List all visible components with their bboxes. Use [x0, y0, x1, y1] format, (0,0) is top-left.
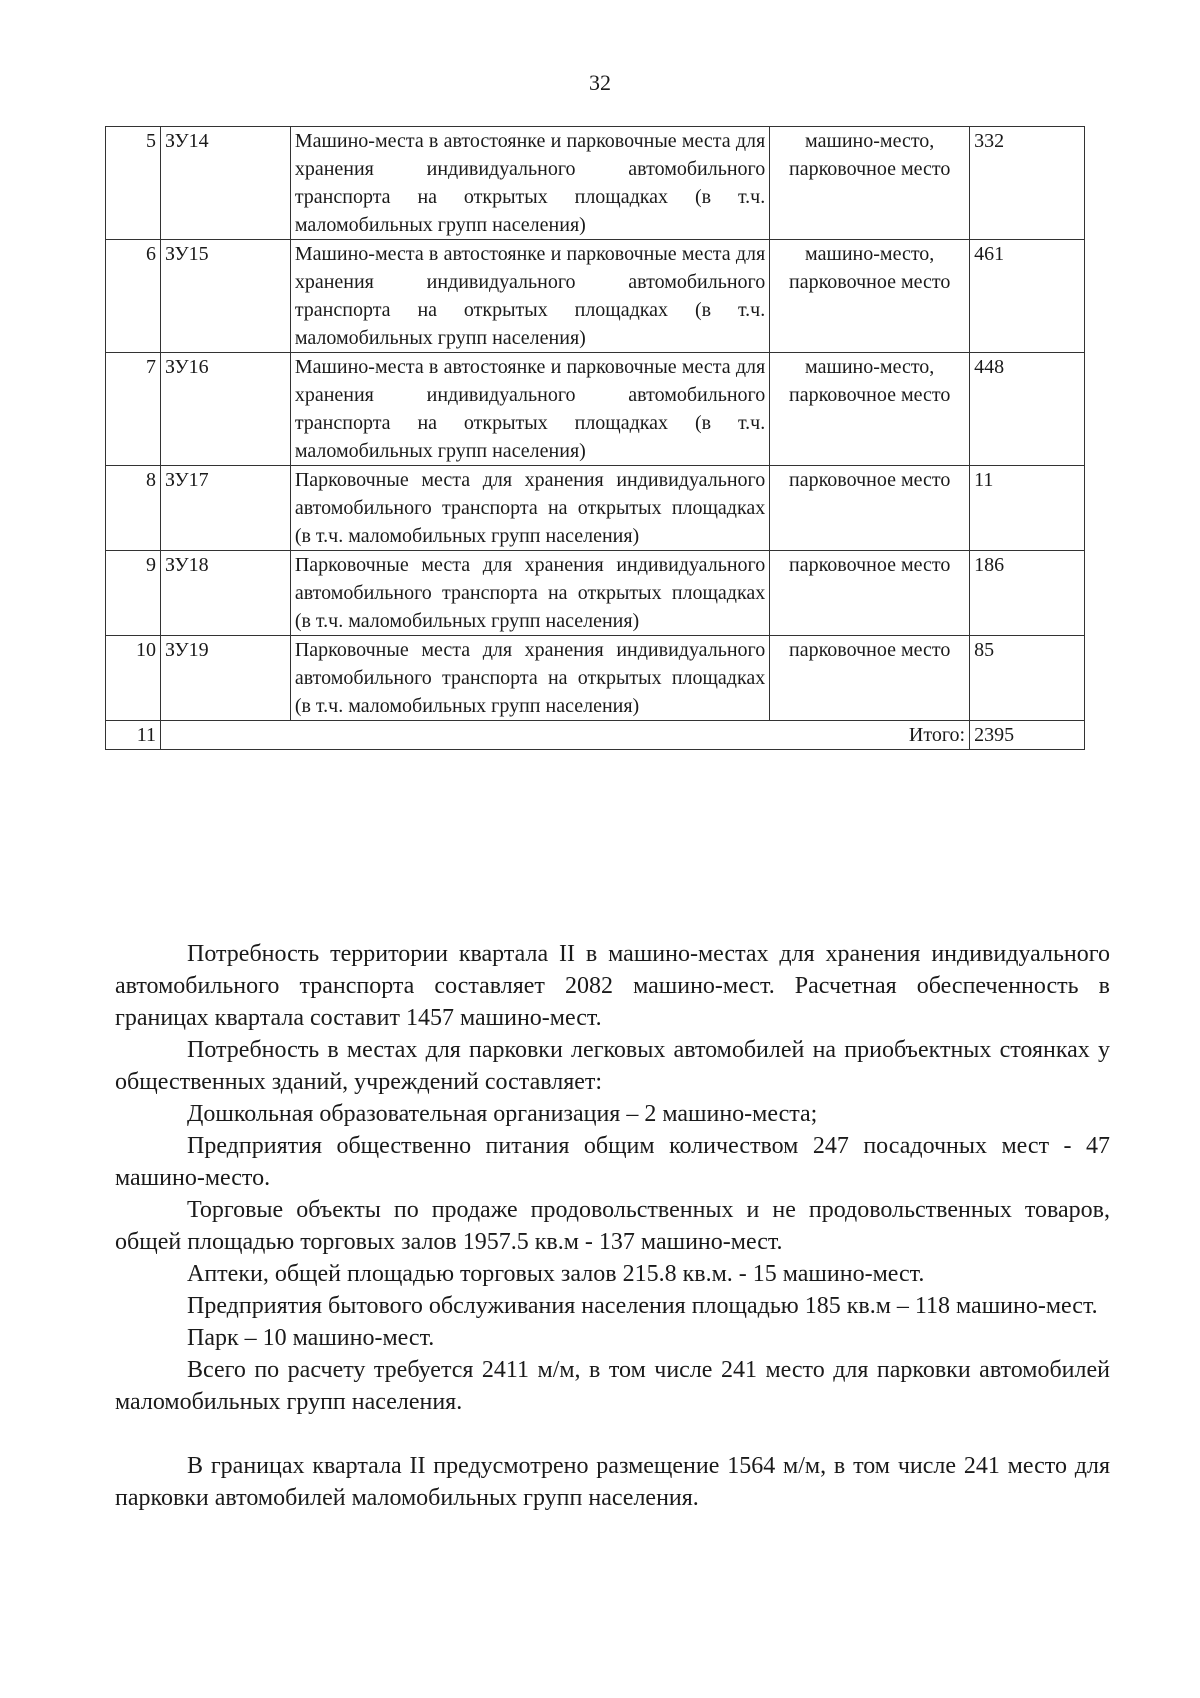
row-value: 85	[970, 636, 1085, 721]
parking-table	[105, 126, 1085, 750]
row-value: 461	[970, 240, 1085, 353]
row-number: 8	[106, 466, 161, 551]
row-description: Машино-места в автостоянке и парковочные места для хранения индивидуального автомобильного транспорта на открытых площадках (в т.ч. маломобильных групп населения)	[290, 240, 769, 353]
row-unit: парковочное место	[770, 636, 970, 721]
page-number: 32	[589, 70, 611, 95]
row-value: 186	[970, 551, 1085, 636]
paragraph: Аптеки, общей площадью торговых залов 215.8 кв.м. - 15 машино-мест.	[187, 1261, 925, 1287]
row-number: 5	[106, 127, 161, 240]
paragraph: Потребность территории квартала II в машино-местах для хранения индивидуального автомобильного транспорта составляет 2082 машино-мест. Расчетная обеспеченность в границах квартала составит 1457 машино-мест.	[115, 941, 1110, 1031]
row-description: Парковочные места для хранения индивидуального автомобильного транспорта на открытых площадках (в т.ч. маломобильных групп населения)	[290, 551, 769, 636]
row-unit: машино-место, парковочное место	[770, 240, 970, 353]
plot-code: ЗУ15	[160, 240, 290, 353]
plot-code: ЗУ14	[160, 127, 290, 240]
plot-code: ЗУ18	[160, 551, 290, 636]
table-row	[106, 240, 1085, 353]
row-value: 332	[970, 127, 1085, 240]
row-description: Машино-места в автостоянке и парковочные места для хранения индивидуального автомобильного транспорта на открытых площадках (в т.ч. маломобильных групп населения)	[290, 353, 769, 466]
paragraph: Парк – 10 машино-мест.	[187, 1325, 435, 1351]
paragraph: Потребность в местах для парковки легковых автомобилей на приобъектных стоянках у общественных зданий, учреждений составляет:	[115, 1037, 1110, 1095]
table-row	[106, 551, 1085, 636]
plot-code: ЗУ19	[160, 636, 290, 721]
row-unit: парковочное место	[770, 466, 970, 551]
row-value: 11	[970, 466, 1085, 551]
plot-code: ЗУ17	[160, 466, 290, 551]
paragraph: В границах квартала II предусмотрено размещение 1564 м/м, в том числе 241 место для парковки автомобилей маломобильных групп населения.	[115, 1453, 1110, 1511]
total-value: 2395	[970, 721, 1085, 750]
paragraph: Всего по расчету требуется 2411 м/м, в том числе 241 место для парковки автомобилей маломобильных групп населения.	[115, 1357, 1110, 1415]
table-row	[106, 353, 1085, 466]
plot-code: ЗУ16	[160, 353, 290, 466]
paragraph: Предприятия бытового обслуживания населения площадью 185 кв.м – 118 машино-мест.	[187, 1293, 1098, 1319]
paragraph: Предприятия общественно питания общим количеством 247 посадочных мест - 47 машино-место.	[115, 1133, 1110, 1191]
paragraph: Дошкольная образовательная организация – 2 машино-места;	[187, 1101, 818, 1127]
row-unit: машино-место, парковочное место	[770, 353, 970, 466]
row-number: 7	[106, 353, 161, 466]
row-number: 11	[106, 721, 161, 750]
table-row	[106, 466, 1085, 551]
row-number: 6	[106, 240, 161, 353]
body-text	[115, 938, 1110, 1514]
row-unit: парковочное место	[770, 551, 970, 636]
paragraph: Торговые объекты по продаже продовольственных и не продовольственных товаров, общей площадью торговых залов 1957.5 кв.м - 137 машино-мест.	[115, 1197, 1110, 1255]
table-row	[106, 127, 1085, 240]
table-total-row	[106, 721, 1085, 750]
row-value: 448	[970, 353, 1085, 466]
row-unit: машино-место, парковочное место	[770, 127, 970, 240]
row-description: Парковочные места для хранения индивидуального автомобильного транспорта на открытых площадках (в т.ч. маломобильных групп населения)	[290, 466, 769, 551]
row-number: 9	[106, 551, 161, 636]
table-row	[106, 636, 1085, 721]
row-number: 10	[106, 636, 161, 721]
row-description: Машино-места в автостоянке и парковочные места для хранения индивидуального автомобильного транспорта на открытых площадках (в т.ч. маломобильных групп населения)	[290, 127, 769, 240]
row-description: Парковочные места для хранения индивидуального автомобильного транспорта на открытых площадках (в т.ч. маломобильных групп населения)	[290, 636, 769, 721]
total-label: Итого:	[160, 721, 969, 750]
